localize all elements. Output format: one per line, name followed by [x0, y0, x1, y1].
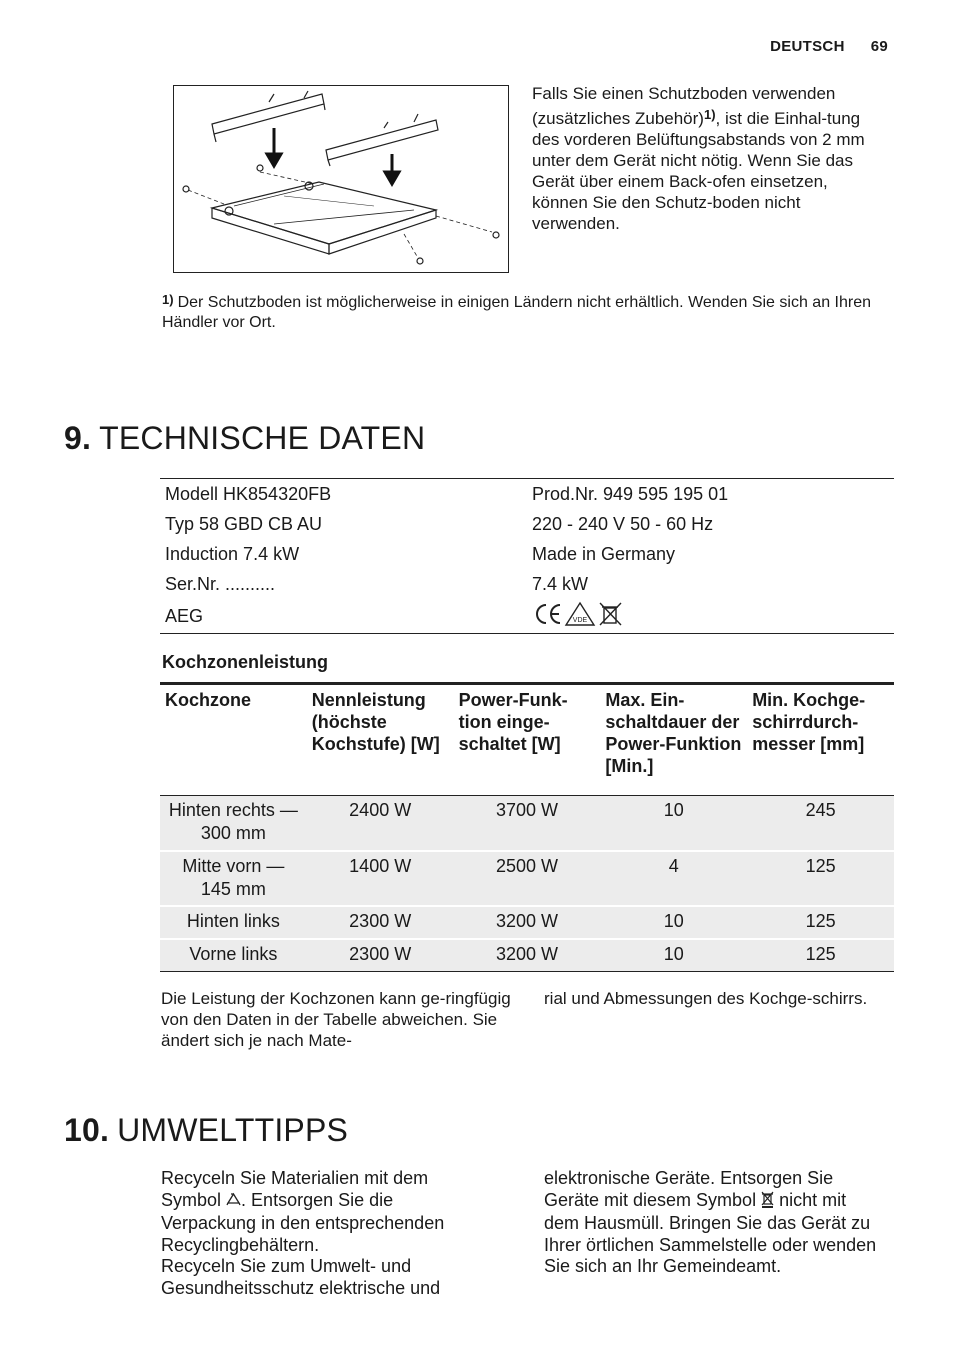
table-cell: 3200 W	[454, 906, 601, 939]
spec-row	[160, 509, 894, 539]
table-cell: 245	[747, 796, 894, 851]
column-header: Power-Funk-tion einge-schaltet [W]	[454, 684, 601, 796]
vde-mark-icon	[566, 603, 594, 625]
table-cell: 2300 W	[307, 939, 454, 972]
spec-row	[160, 539, 894, 569]
spec-row	[160, 599, 894, 633]
footnote	[162, 290, 877, 333]
table-cell: 2500 W	[454, 851, 601, 906]
intro-paragraph	[532, 83, 882, 234]
column-header: Max. Ein-schaltdauer der Power-Funktion [Min.]	[600, 684, 747, 796]
column-header: Nennleistung (höchste Kochstufe) [W]	[307, 684, 454, 796]
cooking-zone-power-subheading: Kochzonenleistung	[162, 652, 328, 672]
section-10-title: UMWELTTIPPS	[117, 1112, 349, 1148]
table-cell: 3200 W	[454, 939, 601, 972]
spec-left: Ser.Nr. ..........	[165, 573, 276, 594]
env-text: . Entsorgen Sie die Verpackung in den entsprechenden Recyclingbehältern.	[161, 1189, 445, 1255]
spec-row	[160, 479, 894, 509]
table-cell: 10	[600, 796, 747, 851]
table-cell: 125	[747, 939, 894, 972]
spec-right: 220 - 240 V 50 - 60 Hz	[532, 513, 714, 534]
table-cell: Mitte vorn — 145 mm	[160, 851, 307, 906]
table-row	[160, 939, 894, 972]
spec-left: Modell HK854320FB	[165, 483, 332, 504]
table-row	[160, 851, 894, 906]
column-header: Min. Kochge-schirrdurch-messer [mm]	[747, 684, 894, 796]
ce-mark-icon	[537, 605, 560, 623]
section-9-number: 9.	[64, 420, 92, 456]
table-note-right: rial und Abmessungen des Kochge-schirrs.	[544, 989, 868, 1008]
section-9-heading	[64, 420, 425, 457]
section-9-title: TECHNISCHE DATEN	[99, 420, 426, 456]
svg-text:VDE: VDE	[572, 616, 588, 624]
page-number: 69	[870, 38, 888, 55]
table-cell: 3700 W	[454, 796, 601, 851]
env-text: Recyceln Sie zum Umwelt- und Gesundheitsschutz elektrische und	[161, 1256, 441, 1298]
table-header-row	[160, 684, 894, 796]
table-cell: 2300 W	[307, 906, 454, 939]
intro-text-before: Falls Sie einen Schutzboden verwenden (zusätzliches Zubehör)	[532, 84, 836, 128]
table-cell: 10	[600, 906, 747, 939]
column-header: Kochzone	[160, 684, 307, 796]
table-row	[160, 906, 894, 939]
footnote-reference[interactable]: 1)	[703, 107, 716, 122]
spec-left: Induction 7.4 kW	[165, 543, 300, 564]
environment-text-right	[544, 1168, 879, 1278]
footnote-text: Der Schutzboden ist möglicherweise in einigen Ländern nicht erhältlich. Wenden Sie sich an Ihren Händler vor Ort.	[162, 294, 871, 331]
spec-left: Typ 58 GBD CB AU	[165, 513, 323, 534]
protective-floor-illustration	[173, 85, 509, 273]
intro-text-after: , ist die Einhal-tung des vorderen Belüftungsabstands von 2 mm unter dem Gerät nicht nötig. Wenn Sie das Gerät über einem Back-ofen einsetzen, können Sie den Schutz-boden nicht verwenden.	[532, 109, 865, 233]
installation-drawing	[174, 86, 508, 272]
table-cell: Hinten rechts —300 mm	[160, 796, 307, 851]
table-cell: 10	[600, 939, 747, 972]
table-row	[160, 796, 894, 851]
page-header	[770, 38, 888, 55]
recycling-icon	[226, 1192, 241, 1214]
env-text: elektronische Geräte. Entsorgen Sie Geräte mit diesem Symbol	[544, 1168, 834, 1210]
footnote-number: 1)	[162, 292, 174, 307]
weee-bin-icon	[600, 603, 621, 625]
table-cell: Vorne links	[160, 939, 307, 972]
certification-marks	[527, 601, 894, 632]
table-cell: 125	[747, 906, 894, 939]
spec-right: 7.4 kW	[532, 573, 589, 594]
spec-right: Prod.Nr. 949 595 195 01	[532, 483, 729, 504]
spec-left: AEG	[165, 605, 204, 626]
rating-plate-table	[160, 478, 894, 634]
spec-right: Made in Germany	[532, 543, 676, 564]
cooking-zone-table	[160, 682, 894, 972]
table-cell: Hinten links	[160, 906, 307, 939]
table-note-left: Die Leistung der Kochzonen kann ge-ringfügig von den Daten in der Tabelle abweichen. Sie ändert sich je nach Mate-	[161, 989, 511, 1050]
section-10-number: 10.	[64, 1112, 110, 1148]
environment-text-left	[161, 1168, 491, 1299]
env-text: Recyceln Sie Materialien mit dem Symbol	[161, 1168, 429, 1210]
table-cell: 125	[747, 851, 894, 906]
table-cell: 4	[600, 851, 747, 906]
weee-bin-icon	[761, 1191, 774, 1214]
env-text: nicht mit dem Hausmüll. Bringen Sie das Gerät zu Ihrer örtlichen Sammelstelle oder wenden Sie sich an Ihr Gemeindeamt.	[544, 1189, 877, 1276]
table-cell: 2400 W	[307, 796, 454, 851]
section-10-heading	[64, 1112, 348, 1149]
table-cell: 1400 W	[307, 851, 454, 906]
header-language: DEUTSCH	[770, 38, 845, 55]
spec-row	[160, 569, 894, 599]
